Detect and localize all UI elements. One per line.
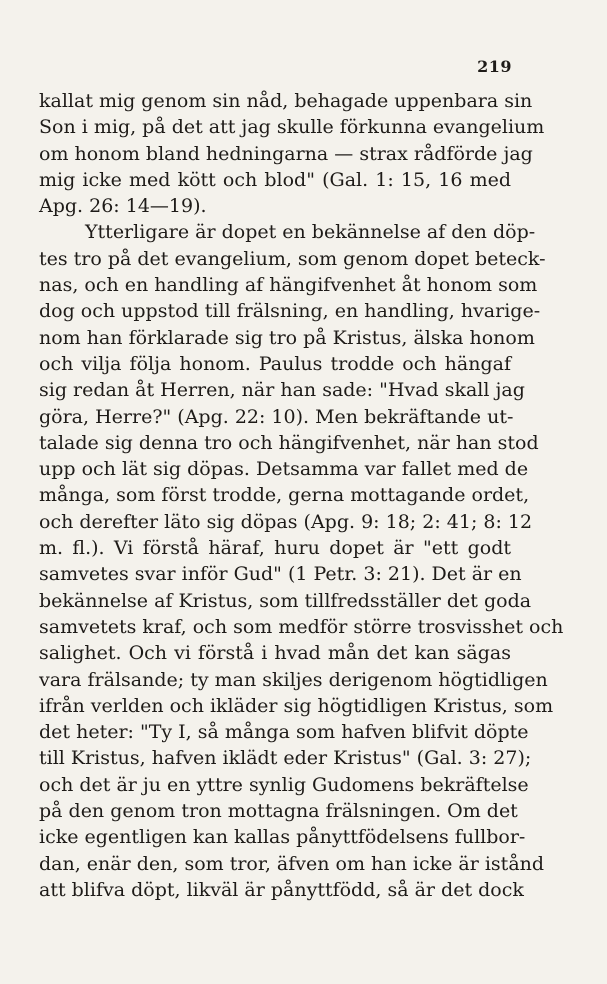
text-line: dan, enär den, som tror, äfven om han icke är istånd [39, 852, 545, 875]
text-line: och derefter läto sig döpas (Apg. 9: 18; 2: 41; 8: 12 [39, 510, 533, 533]
text-line: samvetes svar inför Gud" (1 Petr. 3: 21). Det är en [39, 563, 522, 586]
text-line: det heter: "Ty I, så många som hafven blifvit döpte [39, 721, 529, 744]
text-line: att blifva döpt, likväl är pånyttfödd, så är det dock [39, 878, 524, 901]
text-line: kallat mig genom sin nåd, behagade uppenbara sin [39, 90, 533, 112]
text-line: till Kristus, hafven iklädt eder Kristus" (Gal. 3: 27); [39, 747, 532, 770]
paragraph-end-line: Apg. 26: 14—19). [39, 195, 207, 218]
text-line: upp och lät sig döpas. Detsamma var fallet med de [39, 458, 529, 481]
text-line: m. fl.). Vi förstå häraf, huru dopet är "ett godt [39, 537, 511, 560]
text-line: salighet. Och vi förstå i hvad mån det kan sägas [39, 642, 511, 665]
text-line: talade sig denna tro och hängifvenhet, när han stod [39, 431, 539, 454]
body-text [39, 88, 564, 903]
text-line: på den genom tron mottagna frälsningen. Om det [39, 800, 518, 823]
text-line: Son i mig, på det att jag skulle förkunna evangelium [39, 116, 545, 139]
text-line: bekännelse af Kristus, som tillfredsställer det goda [39, 589, 532, 612]
text-line: ifrån verlden och ikläder sig högtidligen Kristus, som [39, 694, 554, 717]
paragraph-start-line: Ytterligare är dopet en bekännelse af den döp- [85, 221, 536, 244]
text-line: tes tro på det evangelium, som genom dopet beteck- [39, 247, 546, 270]
text-line: många, som först trodde, gerna mottagande ordet, [39, 484, 530, 507]
text-line: mig icke med kött och blod" (Gal. 1: 15, 16 med [39, 168, 511, 191]
text-line: nas, och en handling af hängifvenhet åt honom som [39, 274, 538, 297]
text-line: samvetets kraf, och som medför större trosvisshet och [39, 615, 564, 638]
text-line: och vilja följa honom. Paulus trodde och hängaf [39, 352, 511, 375]
text-line: om honom bland hedningarna — strax rådförde jag [39, 142, 533, 165]
text-line: dog och uppstod till frälsning, en handling, hvarige- [39, 300, 541, 323]
page-number: 219 [477, 57, 512, 76]
text-line: icke egentligen kan kallas pånyttfödelsens fullbor- [39, 826, 526, 849]
text-line: göra, Herre?" (Apg. 22: 10). Men bekräftande ut- [39, 405, 514, 428]
text-line: nom han förklarade sig tro på Kristus, älska honom [39, 326, 535, 349]
text-line: sig redan åt Herren, när han sade: "Hvad skall jag [39, 379, 525, 402]
text-line: vara frälsande; ty man skiljes derigenom högtidligen [39, 668, 548, 691]
text-line: och det är ju en yttre synlig Gudomens bekräftelse [39, 773, 529, 796]
